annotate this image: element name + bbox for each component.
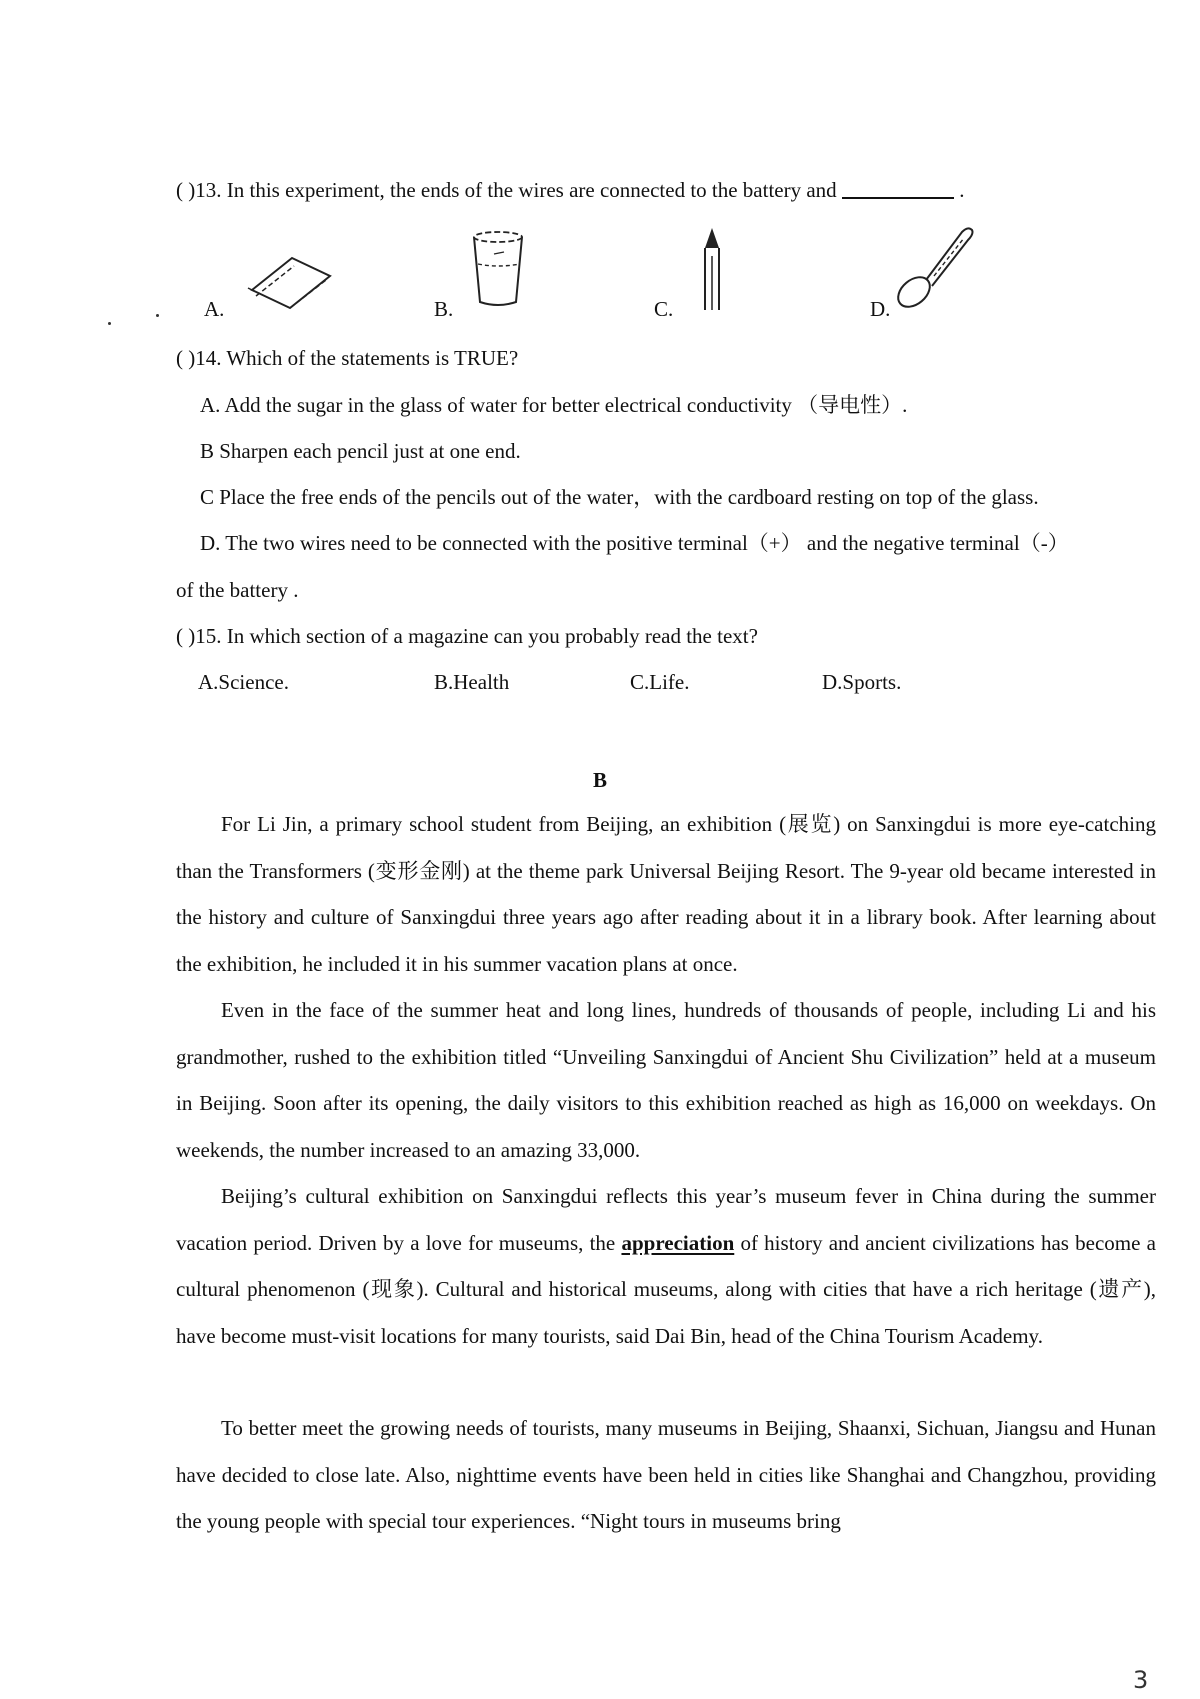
q14-option-a: A. Add the sugar in the glass of water for better electrical conductivity （导电性）. (200, 393, 908, 417)
q15-option-b: B.Health (434, 670, 510, 694)
underlined-word-appreciation: appreciation (621, 1230, 735, 1255)
q13-stem-end: . (959, 178, 965, 202)
passage-paragraph-3-end: of history and ancient civilizations has become a cultural phenomenon (现象). Cultural and historical museums, along with cities that have a rich heritage (遗产), have become must-visit locations for many tourists, said Dai Bin, head of the China Tourism Academy. (176, 1230, 1156, 1348)
q13-stem-text: ( )13. In this experiment, the ends of the wires are connected to the battery and (176, 178, 837, 202)
q13-option-b-label: B. (434, 297, 454, 321)
q14-option-b: B Sharpen each pencil just at one end. (200, 439, 521, 463)
scan-speck (156, 314, 159, 317)
spoon-icon (892, 222, 976, 312)
passage-paragraph-4: To better meet the growing needs of tourists, many museums in Beijing, Shaanxi, Sichuan, Jiangsu and Hunan have decided to close late. Also, nighttime events have been held in cities like Shanghai and Changzhou, providing the young people with special tour experiences. “Night tours in museums bring (176, 1416, 1156, 1533)
q14-option-d-line1: D. The two wires need to be connected with the positive terminal（+） and the negative terminal（-） (200, 531, 1069, 555)
q14-option-c: C Place the free ends of the pencils out of the water，with the cardboard resting on top of the glass. (200, 485, 1039, 509)
q15-option-a: A.Science. (198, 670, 289, 694)
passage-paragraph-3 (176, 1173, 1156, 1359)
q13-option-a-label: A. (204, 297, 225, 321)
passage-paragraph-3-start: Beijing’s cultural exhibition on Sanxingdui reflects this year’s museum fever in China during the summer vacation period. Driven by a love for museums, the (176, 1184, 1156, 1255)
pencil-icon (695, 226, 729, 312)
q13-option-c-label: C. (654, 297, 674, 321)
q15-stem: ( )15. In which section of a magazine can you probably read the text? (176, 624, 758, 648)
passage-paragraph-1: For Li Jin, a primary school student from Beijing, an exhibition (展览) on Sanxingdui is more eye-catching than the Transformers (变形金刚) at the theme park Universal Beijing Resort. The 9-year old became interested in the history and culture of Sanxingdui three years ago after reading about it in a library book. After learning about the exhibition, he included it in his summer vacation plans at once. (176, 812, 1156, 976)
answer-blank (842, 177, 954, 199)
passage-paragraph-2: Even in the face of the summer heat and long lines, hundreds of thousands of people, including Li and his grandmother, rushed to the exhibition titled “Unveiling Sanxingdui of Ancient Shu Civilization” held at a museum in Beijing. Soon after its opening, the daily visitors to this exhibition reached as high as 16,000 on weekdays. On weekends, the number increased to an amazing 33,000. (176, 998, 1156, 1162)
page-number: 3 (1133, 1666, 1149, 1694)
q15-option-d: D.Sports. (822, 670, 902, 694)
q14-option-d-line2: of the battery . (176, 578, 299, 602)
scan-speck (108, 322, 111, 325)
q13-option-d-label: D. (870, 297, 891, 321)
q13-stem (176, 176, 964, 204)
cardboard-icon (244, 248, 344, 314)
glass-of-water-icon (470, 228, 530, 312)
q15-option-c: C.Life. (630, 670, 690, 694)
section-b-heading: B (592, 768, 607, 792)
q14-stem: ( )14. Which of the statements is TRUE? (176, 346, 519, 370)
